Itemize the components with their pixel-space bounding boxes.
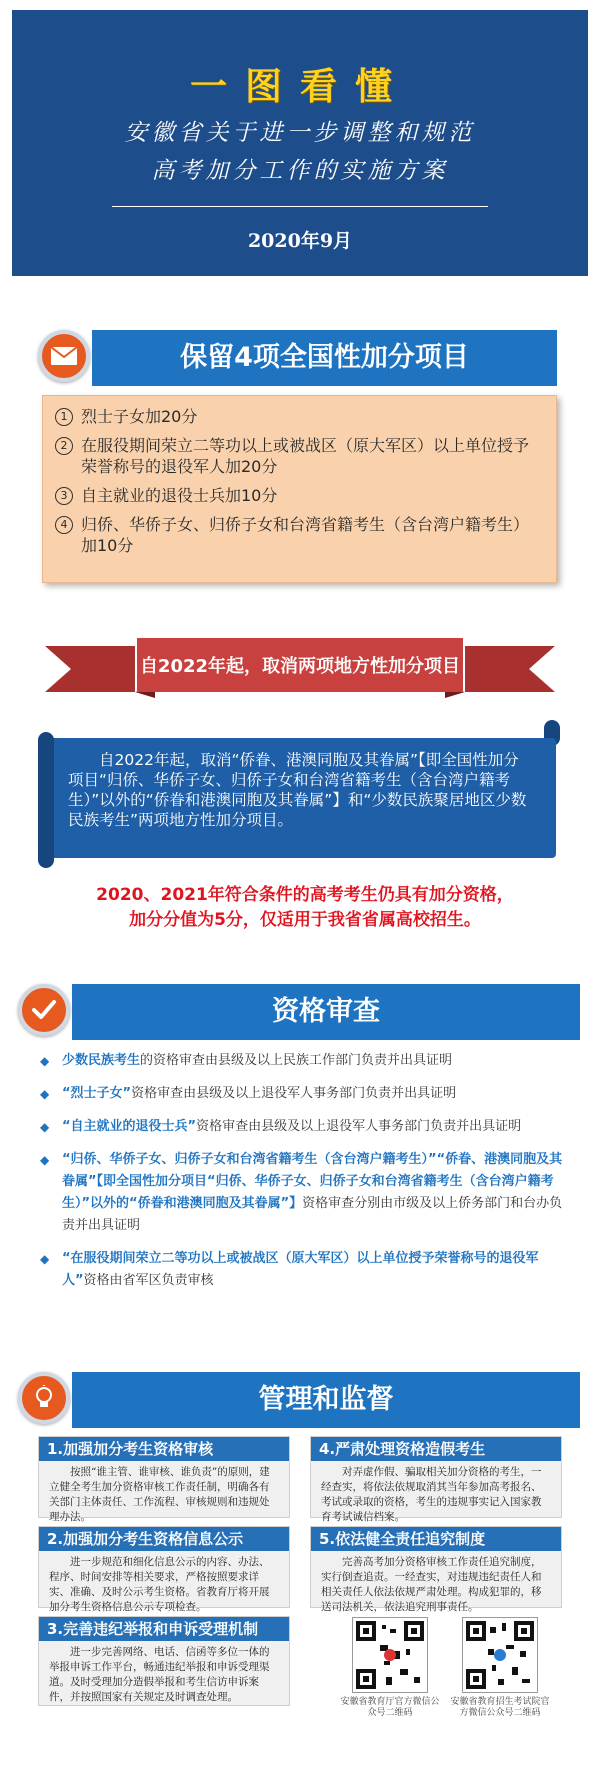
qr-code-right-block (450, 1617, 550, 1719)
management-box-2 (38, 1526, 290, 1613)
list-item (55, 406, 544, 427)
qr-code-left-block (340, 1617, 440, 1719)
section3-title-bar (72, 984, 580, 1040)
scroll-panel (44, 738, 556, 858)
qr-code-icon (352, 1617, 428, 1693)
highlight-text: “烈士子女” (62, 1086, 132, 1101)
qr-caption-left: 安徽省教育厅官方微信公众号二维码 (340, 1697, 440, 1718)
section1-title: 保留4项全国性加分项目 (180, 342, 469, 373)
item-text: 资格由省军区负责审核 (83, 1273, 214, 1288)
highlight-text: “在服役期间荣立二等功以上或被战区（原大军区）以上单位授予荣誉称号的退役军人” (62, 1251, 539, 1288)
item-text: 的资格审查由县级及以上民族工作部门负责并出具证明 (140, 1053, 453, 1068)
box-title: 5.依法健全责任追究制度 (311, 1527, 561, 1551)
box-text: 完善高考加分资格审核工作责任追究制度，实行倒查追责。一经查实，对违规违纪责任人和相关责任人依法依规严肃处理。构成犯罪的，移送司法机关，依法追究刑事责任。 (321, 1556, 542, 1613)
subtitle-line-2: 高考加分工作的实施方案 (151, 158, 449, 184)
ribbon-banner (45, 634, 555, 698)
list-item (55, 485, 544, 506)
red-note-line-1: 2020、2021年符合条件的高考考生仍具有加分资格， (96, 885, 514, 905)
highlight-text: “自主就业的退役士兵” (62, 1119, 197, 1134)
item-text: 资格审查由县级及以上退役军人事务部门负责并出具证明 (196, 1119, 522, 1134)
scroll-curl-left (38, 732, 54, 868)
diamond-bullet-icon: ◆ (40, 1252, 50, 1266)
red-note-line-2: 加分分值为5分，仅适用于我省省属高校招生。 (129, 910, 481, 930)
publish-date: 2020年9月 (247, 230, 353, 252)
list-item (55, 514, 544, 556)
item-number: 1 (55, 408, 73, 426)
diamond-bullet-icon: ◆ (40, 1120, 50, 1134)
box-text: 进一步规范和细化信息公示的内容、办法、程序、时间安排等相关要求，严格按照要求详实、准确、及时公示考生资格。省教育厅将开展加分考生资格信息公示专项检查。 (49, 1556, 270, 1613)
box-title: 3.完善违纪举报和申诉受理机制 (39, 1617, 289, 1641)
item-number: 3 (55, 487, 73, 505)
section1-title-bar (92, 330, 557, 386)
section3-title: 资格审查 (272, 996, 380, 1027)
header-divider (112, 206, 488, 207)
management-box-4 (310, 1436, 562, 1523)
item-text: 归侨、华侨子女、归侨子女和台湾省籍考生（含台湾户籍考生）加10分 (81, 515, 530, 555)
management-box-1 (38, 1436, 290, 1523)
diamond-bullet-icon: ◆ (40, 1087, 50, 1101)
item-number: 4 (55, 516, 73, 534)
box-text: 进一步完善网络、电话、信函等多位一体的举报申诉工作平台，畅通违纪举报和申诉受理渠道。及时受理加分造假举报和考生信访申诉案件，并按照国家有关规定及时调查处理。 (49, 1646, 270, 1703)
item-text: 自主就业的退役士兵加10分 (81, 486, 278, 505)
box-text: 按照“谁主管、谁审核、谁负责”的原则，建立健全考生加分资格审核工作责任制，明确各有关部门主体责任、工作流程、审核规则和违规处理办法。 (49, 1466, 270, 1523)
item-text: 资格审查分别由市级及以上侨务部门和台办负责并出具证明 (62, 1196, 563, 1233)
list-item (40, 1050, 570, 1072)
diamond-bullet-icon: ◆ (40, 1054, 50, 1068)
scroll-text: 自2022年起，取消“侨眷、港澳同胞及其眷属”【即全国性加分项目“归侨、华侨子女、归侨子女和台湾省籍考生（含台湾户籍考生）”以外的“侨眷和港澳同胞及其眷属”】和“少数民族聚居地区少数民族考生”两项地方性加分项目。 (68, 751, 527, 829)
qr-code-icon (462, 1617, 538, 1693)
list-item (40, 1116, 570, 1138)
item-number: 2 (55, 437, 73, 455)
highlight-text: 少数民族考生 (62, 1053, 141, 1068)
lightbulb-icon (18, 1372, 70, 1424)
highlight-text: “归侨、华侨子女、归侨子女和台湾省籍考生（含台湾户籍考生）”“侨眷、港澳同胞及其眷属”【即全国性加分项目“归侨、华侨子女、归侨子女和台湾省籍考生（含台湾户籍考生）”以外的“侨眷和港澳同胞及其眷属”】 (62, 1152, 563, 1211)
item-text: 资格审查由县级及以上退役军人事务部门负责并出具证明 (131, 1086, 457, 1101)
section4-title: 管理和监督 (258, 1384, 394, 1415)
list-item (40, 1149, 570, 1237)
box-text: 对弄虚作假、骗取相关加分资格的考生，一经查实，将依法依规取消其当年参加高考报名、考试或录取的资格，考生的违规事实记入国家教育考试诚信档案。 (321, 1466, 542, 1523)
subtitle-line-1: 安徽省关于进一步调整和规范 (124, 120, 476, 146)
envelope-icon (38, 330, 90, 382)
list-item (55, 435, 544, 477)
item-text: 烈士子女加20分 (81, 407, 198, 426)
box-title: 2.加强加分考生资格信息公示 (39, 1527, 289, 1551)
box-title: 1.加强加分考生资格审核 (39, 1437, 289, 1461)
item-text: 在服役期间荣立二等功以上或被战区（原大军区）以上单位授予荣誉称号的退役军人加20分 (81, 436, 530, 476)
checkmark-icon (18, 984, 70, 1036)
list-item (40, 1248, 570, 1292)
main-title: 一图看懂 (190, 65, 410, 108)
ribbon-title: 自2022年起，取消两项地方性加分项目 (139, 656, 461, 677)
qr-caption-right: 安徽省教育招生考试院官方微信公众号二维码 (450, 1697, 550, 1718)
qualification-review-list (40, 1050, 570, 1303)
header-banner (12, 10, 588, 276)
section4-title-bar (72, 1372, 580, 1428)
list-item (40, 1083, 570, 1105)
national-bonus-list (42, 395, 557, 583)
box-title: 4.严肃处理资格造假考生 (311, 1437, 561, 1461)
diamond-bullet-icon: ◆ (40, 1153, 50, 1167)
management-box-5 (310, 1526, 562, 1613)
management-box-3 (38, 1616, 290, 1706)
